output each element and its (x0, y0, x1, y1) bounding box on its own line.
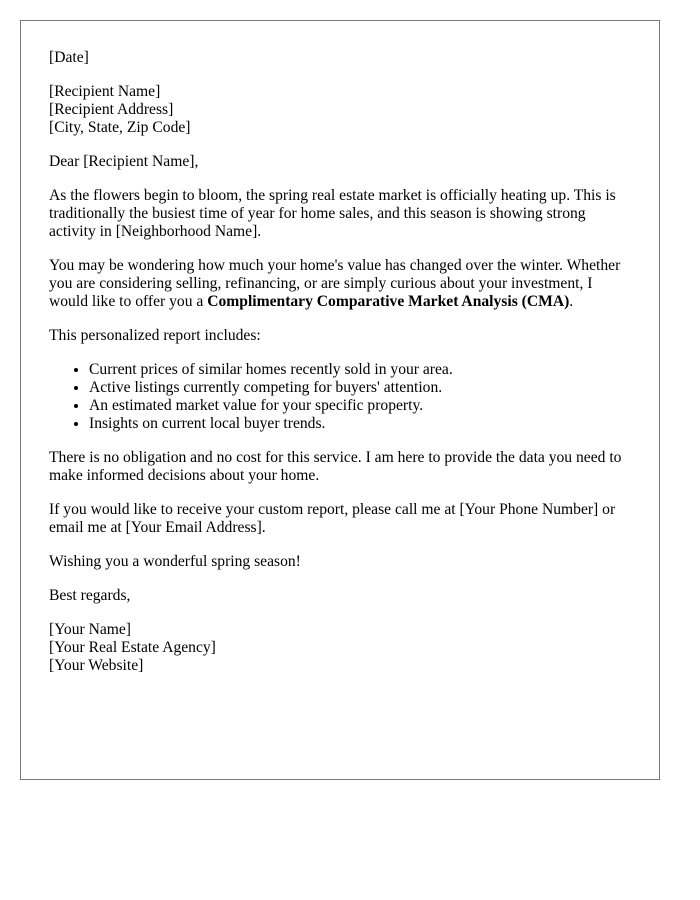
recipient-name: [Recipient Name] (49, 83, 161, 100)
closing: Best regards, (49, 587, 131, 604)
recipient-address-block (49, 83, 631, 137)
list-item: • Active listings currently competing for buyers' attention. (89, 379, 631, 397)
signature-block (49, 621, 631, 675)
recipient-address: [Recipient Address] (49, 101, 174, 118)
paragraph-wishes: Wishing you a wonderful spring season! (49, 553, 301, 570)
list-item: • An estimated market value for your specific property. (89, 397, 631, 415)
signature-name: [Your Name] (49, 621, 132, 638)
recipient-city-state-zip: [City, State, Zip Code] (49, 119, 191, 136)
list-item: • Current prices of similar homes recently sold in your area. (89, 361, 631, 379)
signature-agency: [Your Real Estate Agency] (49, 639, 216, 656)
cma-offer-bold: Complimentary Comparative Market Analysis (CMA) (207, 293, 570, 310)
date: [Date] (49, 49, 89, 66)
cma-offer-end: . (569, 293, 574, 310)
paragraph-market-intro: As the flowers begin to bloom, the spring real estate market is officially heating up. This is traditionally the busiest time of year for home sales, and this season is showing strong activity in [Neighborhood Name]. (49, 187, 616, 240)
cma-offer-text: You may be wondering how much your home's value has changed over the winter. Whether you are considering selling, refinancing, or are simply curious about your investment, I would like to offer you a (49, 257, 621, 310)
report-contents-list (49, 361, 631, 433)
signature-website: [Your Website] (49, 657, 144, 674)
date-block (49, 49, 631, 67)
list-intro: This personalized report includes: (49, 327, 261, 344)
list-item: • Insights on current local buyer trends. (89, 415, 631, 433)
letter-document (20, 20, 660, 780)
salutation: Dear [Recipient Name], (49, 153, 199, 170)
paragraph-cma-offer (49, 257, 631, 311)
paragraph-contact: If you would like to receive your custom report, please call me at [Your Phone Number] or email me at [Your Email Address]. (49, 501, 616, 536)
paragraph-no-obligation: There is no obligation and no cost for this service. I am here to provide the data you need to make informed decisions about your home. (49, 449, 622, 484)
